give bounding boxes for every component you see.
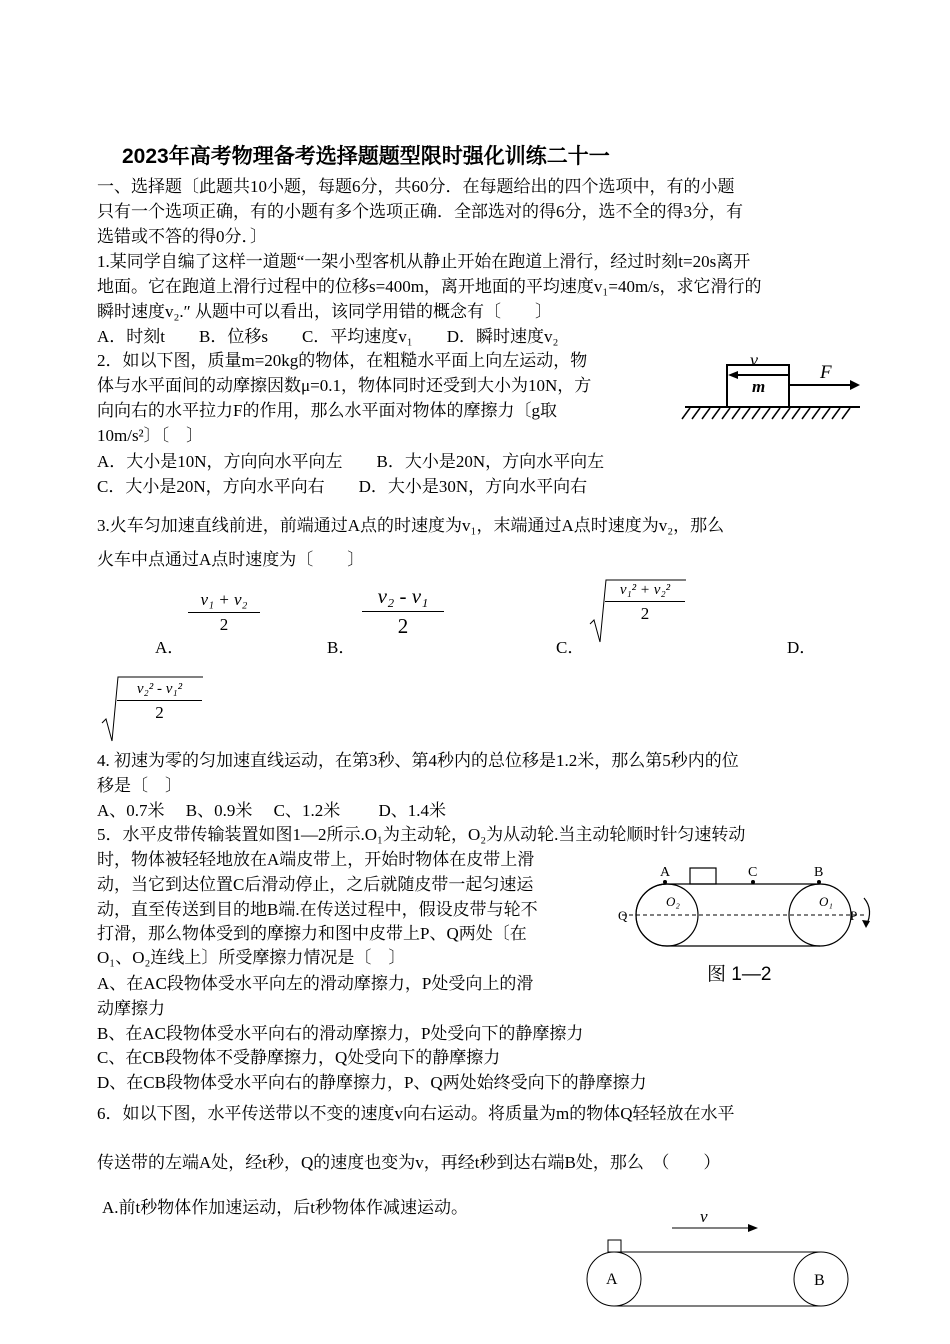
q5-option-a: A、在AC段物体受水平向左的滑动摩擦力，P处受向上的滑 <box>97 974 534 993</box>
ground-hatch <box>712 408 720 419</box>
q3-option-d-label: D． <box>787 638 817 657</box>
formula-d-numerator: v₂² - v₁² <box>136 681 183 697</box>
fig6-b-label: B <box>814 1272 825 1289</box>
q2-line: 体与水平面间的动摩擦因数μ=0.1，物体同时还受到大小为10N，方 <box>97 376 592 395</box>
q1-line: 1.某同学自编了这样一道题“一架小型客机从静止开始在跑道上滑行，经过时刻t=20s离开 <box>97 252 751 271</box>
fig-p-label: P <box>850 908 858 923</box>
formula-c <box>605 582 685 624</box>
intro-line: 只有一个选项正确，有的小题有多个选项正确．全部选对的得6分，选不全的得3分，有 <box>97 202 743 221</box>
q4-options: A、0.7米 B、0.9米 C、1.2米 D、1.4米 <box>97 801 446 820</box>
formula-a-numerator: v₁ + v₂ <box>200 590 248 609</box>
belt-conveyor-figure <box>612 858 882 988</box>
q3-option-c-label: C． <box>556 638 585 657</box>
ground-hatch <box>732 408 740 419</box>
formula-d <box>117 681 202 723</box>
fig-q-label: Q <box>618 908 628 923</box>
q4-line: 4. 初速为零的匀加速直线运动，在第3秒、第4秒内的总位移是1.2米，那么第5秒内的位 <box>97 751 739 770</box>
formula-a-denominator: 2 <box>219 615 229 634</box>
ground-hatch <box>832 408 840 419</box>
ground-hatch <box>842 408 850 419</box>
fig-c-label: C <box>748 865 758 880</box>
formula-a <box>188 590 260 635</box>
q5-line: 时，物体被轻轻地放在A端皮带上，开始时物体在皮带上滑 <box>97 850 535 869</box>
page-title: 2023年高考物理备考选择题题型限时强化训练二十一 <box>122 145 610 168</box>
horizontal-conveyor-figure <box>578 1200 858 1312</box>
force-arrow-icon <box>850 380 860 390</box>
q3-option-a-label: A． <box>155 638 185 657</box>
q6-option-a: A.前t秒物体作加速运动，后t秒物体作减速运动。 <box>102 1198 468 1217</box>
ground-hatch <box>702 408 710 419</box>
formula-b-numerator: v₂ - v₁ <box>377 584 429 608</box>
intro-line: 选错或不答的得0分．〕 <box>97 227 267 246</box>
ground-hatch <box>752 408 760 419</box>
q5-line: 打滑，那么物体受到的摩擦力和图中皮带上P、Q两处〔在 <box>97 924 527 943</box>
fig-m-label: m <box>752 377 766 396</box>
q5-line: 动，直至传送到目的地B端.在传送过程中，假设皮带与轮不 <box>97 900 538 919</box>
q5-option-b: B、在AC段物体受水平向右的滑动摩擦力，P处受向下的静摩擦力 <box>97 1024 584 1043</box>
intro-line: 一、选择题〔此题共10小题，每题6分，共60分．在每题给出的四个选项中，有的小题 <box>97 177 735 196</box>
formula-d-denominator: 2 <box>155 703 164 722</box>
q5-option-c: C、在CB段物体不受静摩擦力，Q处受向下的静摩擦力 <box>97 1048 501 1067</box>
q6-line: 传送带的左端A处，经t秒，Q的速度也变为v，再经t秒到达右端B处，那么 （ ） <box>97 1153 721 1172</box>
fig-f-label: F <box>820 362 832 383</box>
fig6-v-label: v <box>700 1207 708 1226</box>
formula-b <box>362 584 444 639</box>
q1-line: 瞬时速度v₂.″ 从题中可以看出，该同学用错的概念有〔 〕 <box>97 302 553 321</box>
fig-a-label: A <box>660 865 671 880</box>
q2-line: 向向右的水平拉力F的作用，那么水平面对物体的摩擦力〔g取 <box>97 401 557 420</box>
ground-hatch <box>782 408 790 419</box>
fig-o1-label: O₁ <box>819 894 833 909</box>
q3-option-b-label: B． <box>327 638 356 657</box>
fig-caption: 图 1—2 <box>707 964 772 985</box>
fig-b-label: B <box>814 865 824 880</box>
arrow-right-icon <box>748 1224 758 1232</box>
ground-hatch <box>822 408 830 419</box>
q6-line: 6．如以下图，水平传送带以不变的速度v向右运动。将质量为m的物体Q轻轻放在水平 <box>97 1104 735 1123</box>
q1-options: A．时刻t B．位移s C．平均速度v₁ D．瞬时速度v₂ <box>97 327 559 346</box>
fig6-a-label: A <box>606 1271 618 1288</box>
q2-line: 10m/s²〕〔 〕 <box>97 426 204 445</box>
q3-line: 火车中点通过A点时速度为〔 〕 <box>97 550 365 569</box>
q5-option-a-cont: 动摩擦力 <box>97 999 165 1018</box>
ground-hatch <box>802 408 810 419</box>
formula-b-denominator: 2 <box>397 614 409 638</box>
fig-v-label: v <box>750 350 758 370</box>
ground-hatch <box>682 408 690 419</box>
ground-hatch <box>742 408 750 419</box>
q5-line: 5．水平皮带传输装置如图1—2所示.O₁为主动轮，O₂为从动轮.当主动轮顺时针匀速转动 <box>97 825 746 844</box>
formula-c-numerator: v₁² + v₂² <box>619 582 671 598</box>
q2-line: 2．如以下图，质量m=20kg的物体，在粗糙水平面上向左运动，物 <box>97 351 588 370</box>
q4-line: 移是〔 〕 <box>97 776 182 795</box>
formula-c-denominator: 2 <box>640 604 650 623</box>
q5-line: O₁、O₂连线上〕所受摩擦力情况是〔 〕 <box>97 948 406 967</box>
q5-option-d: D、在CB段物体受水平向右的静摩擦力，P、Q两处始终受向下的静摩擦力 <box>97 1073 647 1092</box>
ground-hatch <box>812 408 820 419</box>
block-friction-figure <box>680 345 865 430</box>
ground-hatch <box>762 408 770 419</box>
q3-line: 3.火车匀加速直线前进，前端通过A点的时速度为v₁，末端通过A点时速度为v₂，那么 <box>97 516 725 535</box>
belt-object <box>690 868 716 884</box>
object-q <box>608 1240 621 1252</box>
q2-options-row1: A．大小是10N，方向向水平向左 B．大小是20N，方向水平向左 <box>97 452 605 471</box>
q1-line: 地面。它在跑道上滑行过程中的位移s=400m，离开地面的平均速度v₁=40m/s，求它滑行的 <box>97 277 762 296</box>
q5-line: 动，当它到达位置C后滑动停止，之后就随皮带一起匀速运 <box>97 875 534 894</box>
ground-hatch <box>692 408 700 419</box>
q2-options-row2: C．大小是20N，方向水平向右 D．大小是30N，方向水平向右 <box>97 477 588 496</box>
ground-hatch <box>722 408 730 419</box>
arrow-left-icon <box>728 371 738 379</box>
fig-o2-label: O₂ <box>666 894 680 909</box>
ground-hatch <box>792 408 800 419</box>
ground-hatch <box>772 408 780 419</box>
